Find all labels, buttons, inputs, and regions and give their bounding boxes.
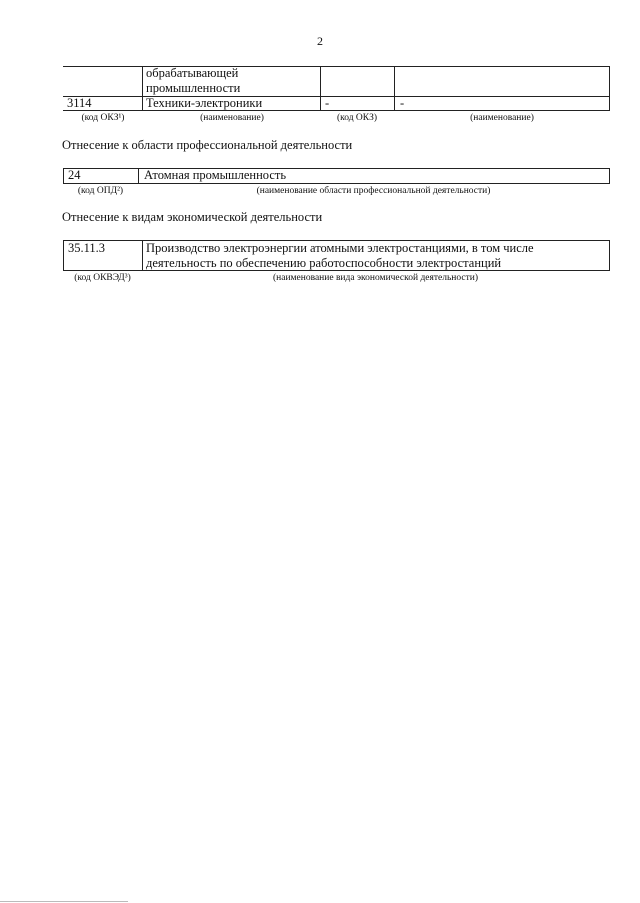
table-col-divider xyxy=(138,168,139,184)
caption-okz-code: (код ОКЗ¹) xyxy=(81,113,125,123)
caption-okz-name: (наименование) xyxy=(200,113,264,123)
caption-opd-code: (код ОПД²) xyxy=(77,186,124,196)
prev-row-name-line2: промышленности xyxy=(146,81,241,95)
prev-row-name-line1: обрабатывающей xyxy=(146,66,239,80)
table-border-top xyxy=(63,66,609,67)
caption-okz-name-2: (наименование) xyxy=(470,113,534,123)
okz-code-2: - xyxy=(325,96,330,110)
table-border-right xyxy=(609,168,610,184)
table-border-right xyxy=(609,240,610,271)
scan-artifact-line xyxy=(0,901,128,902)
opd-code: 24 xyxy=(68,168,81,182)
table-border-right xyxy=(609,66,610,111)
table-border-bottom xyxy=(63,183,609,184)
opd-heading: Отнесение к области профессиональной деятельности xyxy=(62,138,353,152)
okved-name-line2: деятельность по обеспечению работоспособности электростанций xyxy=(146,256,502,270)
caption-opd-name: (наименование области профессиональной деятельности) xyxy=(256,186,491,196)
okz-code: 3114 xyxy=(67,96,92,110)
caption-okved-code: (код ОКВЭД³) xyxy=(74,273,131,283)
okz-name: Техники-электроники xyxy=(146,96,263,110)
okved-code: 35.11.3 xyxy=(68,241,106,255)
table-border-bottom xyxy=(63,110,609,111)
caption-okved-name: (наименование вида экономической деятельности) xyxy=(273,273,478,283)
page-number: 2 xyxy=(317,34,323,48)
table-col-divider xyxy=(142,240,143,271)
table-col-divider xyxy=(142,66,143,111)
opd-name: Атомная промышленность xyxy=(144,168,287,182)
table-col-divider xyxy=(320,66,321,111)
okved-heading: Отнесение к видам экономической деятельности xyxy=(62,210,323,224)
table-border-left xyxy=(63,240,64,271)
table-row-divider xyxy=(63,96,609,97)
caption-okz-code-2: (код ОКЗ) xyxy=(336,113,378,123)
table-border-left xyxy=(63,168,64,184)
okz-name-2: - xyxy=(400,96,405,110)
table-col-divider xyxy=(394,66,395,111)
okved-name-line1: Производство электроэнергии атомными электростанциями, в том числе xyxy=(146,241,534,255)
